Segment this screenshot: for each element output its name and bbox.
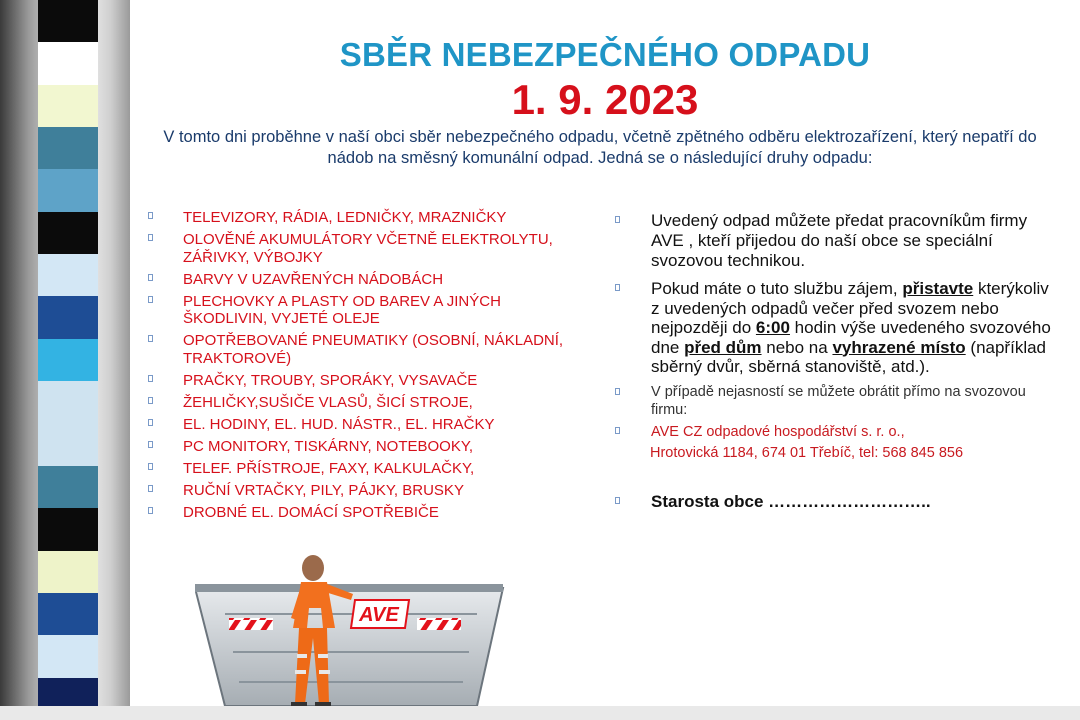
instructions-emphasis-reserved-place: vyhrazené místo (832, 337, 966, 357)
list-bullet-icon (148, 485, 153, 492)
waste-type-label: TELEF. PŘÍSTROJE, FAXY, KALKULAČKY, (183, 459, 475, 477)
list-bullet-icon (148, 335, 153, 342)
decorative-stripe (38, 85, 98, 128)
list-bullet-icon (148, 397, 153, 404)
handover-info (615, 211, 1055, 271)
intro-paragraph: V tomto dni proběhne v naší obci sběr nebezpečného odpadu, včetně zpětného odběru elektrozařízení, který nepatří do nádob na směsný komunální odpad. Jedná se o následující druhy odpadu: (163, 128, 1037, 167)
list-bullet-icon (148, 375, 153, 382)
decorative-stripe (38, 635, 98, 678)
decorative-stripe (38, 127, 98, 170)
info-column (615, 211, 1055, 512)
list-item (148, 504, 588, 522)
list-item (148, 416, 588, 434)
skip-container-illustration (195, 548, 515, 718)
list-item (148, 209, 588, 227)
waste-type-label: ŽEHLIČKY,SUŠIČE VLASŮ, ŠICÍ STROJE, (183, 393, 473, 411)
waste-type-label: EL. HODINY, EL. HUD. NÁSTR., EL. HRAČKY (183, 415, 495, 433)
list-item (148, 293, 588, 328)
waste-type-label: PRAČKY, TROUBY, SPORÁKY, VYSAVAČE (183, 371, 478, 389)
instructions-emphasis-time: 6:00 (755, 318, 790, 337)
list-item (148, 271, 588, 289)
waste-type-label: RUČNÍ VRTAČKY, PILY, PÁJKY, BRUSKY (183, 481, 464, 499)
list-bullet-icon (148, 274, 153, 281)
decorative-stripe (38, 381, 98, 424)
decorative-stripe (38, 42, 98, 85)
waste-type-list (148, 209, 588, 526)
decorative-stripe (38, 296, 98, 339)
waste-type-label: TELEVIZORY, RÁDIA, LEDNIČKY, MRAZNIČKY (183, 209, 507, 226)
list-bullet-icon (148, 296, 153, 303)
mayor-signature (615, 492, 1055, 512)
ave-logo-text: AVE (359, 604, 399, 626)
instructions-info (615, 279, 1055, 377)
list-item (148, 438, 588, 456)
list-bullet-icon (148, 234, 153, 241)
list-bullet-icon (615, 216, 620, 223)
collection-date: 1. 9. 2023 (511, 76, 699, 123)
list-bullet-icon (615, 388, 620, 395)
decorative-stripe-column (38, 0, 98, 720)
decorative-stripe (38, 0, 98, 43)
company-name (615, 422, 1055, 442)
list-item (148, 460, 588, 478)
instructions-text-c: kterýkoliv z uvedených odpadů večer před svozem nebo nejpozději do (651, 279, 1049, 337)
instructions-emphasis-place-out: přistavte (902, 279, 974, 298)
list-bullet-icon (148, 507, 153, 514)
decorative-stripe (38, 212, 98, 255)
waste-type-label: OLOVĚNÉ AKUMULÁTORY VČETNĚ ELEKTROLYTU, ZÁŘIVKY, VÝBOJKY (183, 231, 553, 266)
waste-type-label: BARVY V UZAVŘENÝCH NÁDOBÁCH (183, 270, 444, 288)
mayor-signature-text: Starosta obce ……………………….. (651, 491, 931, 511)
list-bullet-icon (148, 441, 153, 448)
contact-note (615, 383, 1055, 419)
decorative-stripe (38, 254, 98, 297)
company-name-text: AVE CZ odpadové hospodářství s. r. o., (651, 423, 905, 440)
instructions-emphasis-house: před dům (684, 337, 762, 357)
decorative-stripe (38, 466, 98, 509)
page-title: SBĚR NEBEZPEČNÉHO ODPADU (339, 36, 871, 73)
list-item (148, 332, 588, 367)
decorative-stripe (38, 339, 98, 382)
instructions-text-i: (například sběrný dvůr, sběrná stanoviště, atd.). (651, 337, 1047, 376)
list-item (148, 372, 588, 390)
list-item (148, 482, 588, 500)
list-bullet-icon (615, 497, 620, 504)
waste-type-label: PC MONITORY, TISKÁRNY, NOTEBOOKY, (183, 437, 474, 455)
handover-text: Uvedený odpad můžete předat pracovníkům firmy AVE , kteří přijedou do naší obce se speciální svozovou technikou. (651, 211, 1028, 270)
list-item (148, 394, 588, 412)
list-bullet-icon (148, 463, 153, 470)
list-bullet-icon (148, 419, 153, 426)
bottom-bar (0, 706, 1080, 720)
waste-type-label: PLECHOVKY A PLASTY OD BAREV A JINÝCH ŠKODLIVIN, VYJETÉ OLEJE (183, 292, 501, 327)
decorative-stripe (38, 551, 98, 594)
instructions-text-g: nebo na (761, 337, 833, 357)
list-bullet-icon (148, 212, 153, 219)
list-bullet-icon (615, 284, 620, 291)
list-item (148, 231, 588, 266)
decorative-stripe (38, 508, 98, 551)
instructions-text-a: Pokud máte o tuto službu zájem, (651, 279, 903, 298)
decorative-stripe (38, 169, 98, 212)
company-address: Hrotovická 1184, 674 01 Třebíč, tel: 568 845 856 (650, 444, 964, 461)
list-bullet-icon (615, 427, 620, 434)
waste-type-label: OPOTŘEBOVANÉ PNEUMATIKY (OSOBNÍ, NÁKLADNÍ, TRAKTOROVÉ) (183, 332, 564, 367)
decorative-stripe (38, 593, 98, 636)
decorative-stripe (38, 424, 98, 467)
ave-logo (351, 600, 409, 628)
contact-note-text: V případě nejasností se můžete obrátit přímo na svozovou firmu: (651, 383, 1026, 418)
waste-type-label: DROBNÉ EL. DOMÁCÍ SPOTŘEBIČE (183, 503, 439, 521)
instructions-text-e: hodin výše uvedeného svozového dne (651, 318, 1051, 357)
